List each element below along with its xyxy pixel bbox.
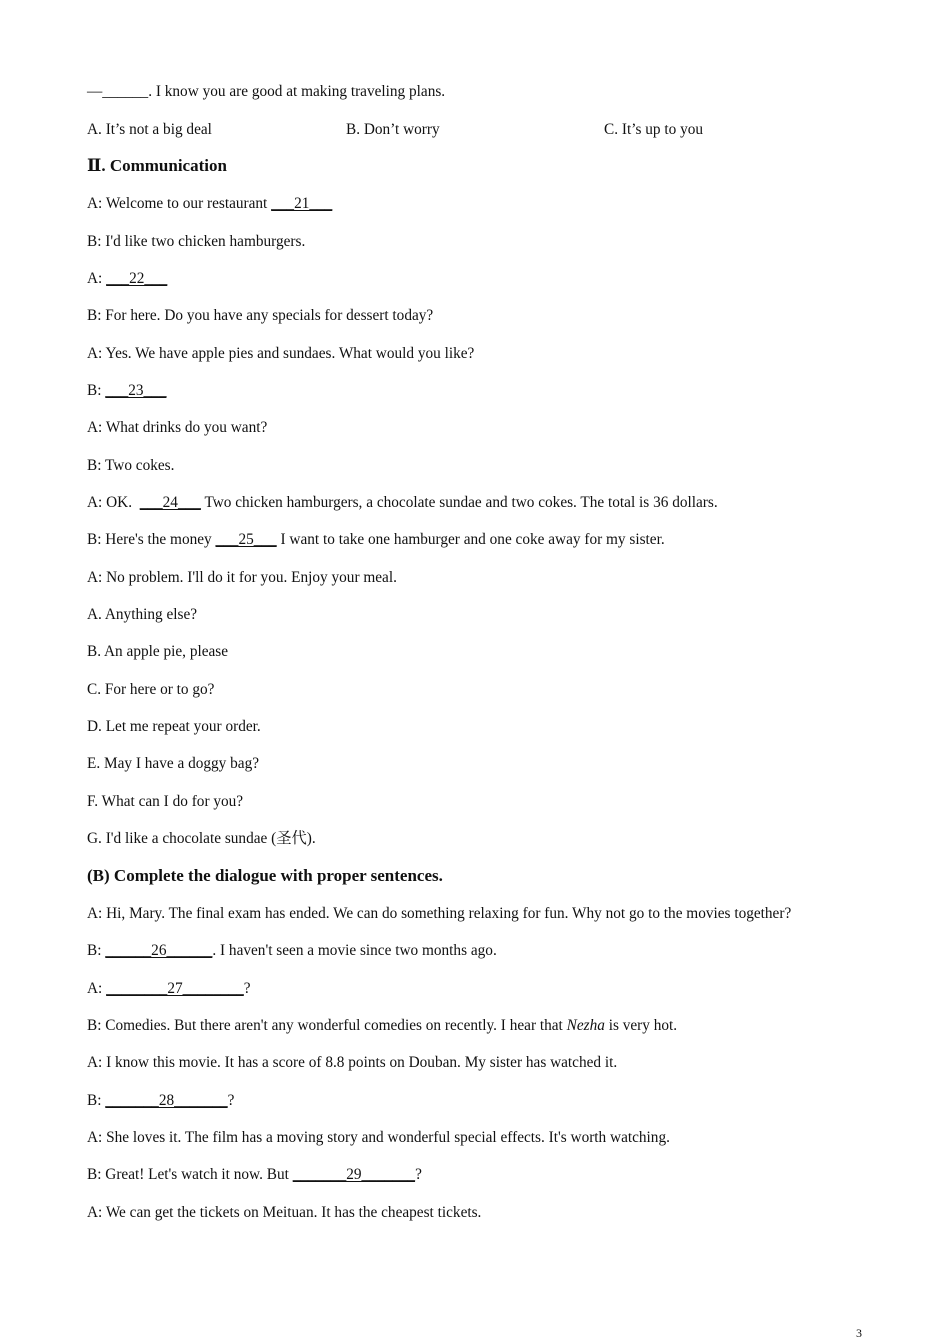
dialogue-text: A: Yes. We have apple pies and sundaes. What would you like? bbox=[87, 345, 475, 362]
q20-option-c[interactable]: C. It’s up to you bbox=[604, 121, 704, 138]
dialogue-text: B: I'd like two chicken hamburgers. bbox=[87, 233, 306, 250]
dialogue-line bbox=[87, 381, 166, 401]
dialogue-line bbox=[87, 493, 718, 513]
dialogue-text: A: bbox=[87, 270, 107, 287]
dialogue-line bbox=[87, 979, 251, 999]
dialogue-text: B: Great! Let's watch it now. But bbox=[87, 1166, 293, 1183]
dialogue-text: ? bbox=[243, 980, 251, 997]
dialogue-line bbox=[87, 1091, 234, 1111]
dialogue-line: A: She loves it. The film has a moving story and wonderful special effects. It's worth watching. bbox=[87, 1129, 670, 1146]
option-b: B. An apple pie, please bbox=[87, 643, 229, 660]
dialogue-line bbox=[87, 269, 167, 289]
blank-27[interactable]: ________27________ bbox=[106, 980, 244, 997]
movie-title: Nezha bbox=[566, 1017, 605, 1034]
dialogue-text: A: Welcome to our restaurant bbox=[87, 195, 272, 212]
dialogue-text: B: bbox=[87, 1092, 106, 1109]
dialogue-text: B: Two cokes. bbox=[87, 457, 175, 474]
blank-22[interactable]: ___22___ bbox=[106, 270, 168, 287]
blank-23[interactable]: ___23___ bbox=[105, 382, 167, 399]
dialogue-line bbox=[87, 530, 665, 550]
q20-option-a[interactable]: A. It’s not a big deal bbox=[87, 121, 212, 138]
section2-heading: Ⅱ. Communication bbox=[87, 156, 227, 175]
sectionb-heading: (B) Complete the dialogue with proper sentences. bbox=[87, 866, 443, 885]
blank-21[interactable]: ___21___ bbox=[271, 195, 333, 212]
q20-option-b[interactable]: B. Don’t worry bbox=[346, 121, 440, 138]
q20-stem bbox=[87, 82, 445, 102]
blank-29[interactable]: _______29_______ bbox=[292, 1166, 416, 1183]
blank-28[interactable]: _______28_______ bbox=[105, 1092, 228, 1109]
dialogue-text: ? bbox=[227, 1092, 235, 1109]
option-e: E. May I have a doggy bag? bbox=[87, 755, 260, 772]
dialogue-line: A: I know this movie. It has a score of 8.8 points on Douban. My sister has watched it. bbox=[87, 1054, 618, 1071]
dialogue-text: A: OK. bbox=[87, 494, 140, 511]
dialogue-text: B: bbox=[87, 382, 106, 399]
blank-25[interactable]: ___25___ bbox=[215, 531, 277, 548]
dialogue-text: . I haven't seen a movie since two months ago. bbox=[212, 942, 497, 959]
dialogue-text: A: bbox=[87, 980, 107, 997]
dialogue-line bbox=[87, 418, 267, 438]
option-g: G. I'd like a chocolate sundae (圣代). bbox=[87, 830, 316, 847]
dialogue-line: A: Hi, Mary. The final exam has ended. We can do something relaxing for fun. Why not go to the movies together? bbox=[87, 905, 792, 922]
q20-dash: — bbox=[87, 83, 103, 100]
blank-24[interactable]: ___24___ bbox=[139, 494, 201, 511]
blank-26[interactable]: ______26______ bbox=[105, 942, 213, 959]
dialogue-line bbox=[87, 941, 497, 961]
option-d: D. Let me repeat your order. bbox=[87, 718, 261, 735]
dialogue-text: B: Here's the money bbox=[87, 531, 216, 548]
dialogue-line bbox=[87, 456, 174, 476]
option-c: C. For here or to go? bbox=[87, 681, 215, 698]
dialogue-text: B: Comedies. But there aren't any wonderful comedies on recently. I hear that bbox=[87, 1017, 567, 1034]
dialogue-line bbox=[87, 1165, 422, 1185]
q20-text: . I know you are good at making traveling plans. bbox=[148, 83, 446, 100]
dialogue-text: ? bbox=[415, 1166, 422, 1183]
page-number: 3 bbox=[856, 1326, 862, 1340]
option-a: A. Anything else? bbox=[87, 606, 198, 623]
q20-blank: ______ bbox=[102, 83, 149, 100]
dialogue-text: Two chicken hamburgers, a chocolate sundae and two cokes. The total is 36 dollars. bbox=[200, 494, 718, 511]
dialogue-line bbox=[87, 344, 474, 364]
dialogue-text: is very hot. bbox=[604, 1017, 678, 1034]
dialogue-line bbox=[87, 568, 397, 588]
dialogue-line bbox=[87, 232, 305, 252]
dialogue-text: B: For here. Do you have any specials for dessert today? bbox=[87, 307, 434, 324]
dialogue-line bbox=[87, 306, 433, 326]
dialogue-text: A: No problem. I'll do it for you. Enjoy your meal. bbox=[87, 569, 397, 586]
option-f: F. What can I do for you? bbox=[87, 793, 244, 810]
dialogue-text: A: What drinks do you want? bbox=[87, 419, 268, 436]
dialogue-line bbox=[87, 1016, 677, 1036]
dialogue-line: A: We can get the tickets on Meituan. It has the cheapest tickets. bbox=[87, 1204, 482, 1221]
dialogue-text: I want to take one hamburger and one coke away for my sister. bbox=[276, 531, 665, 548]
dialogue-text: B: bbox=[87, 942, 106, 959]
dialogue-line bbox=[87, 194, 332, 214]
